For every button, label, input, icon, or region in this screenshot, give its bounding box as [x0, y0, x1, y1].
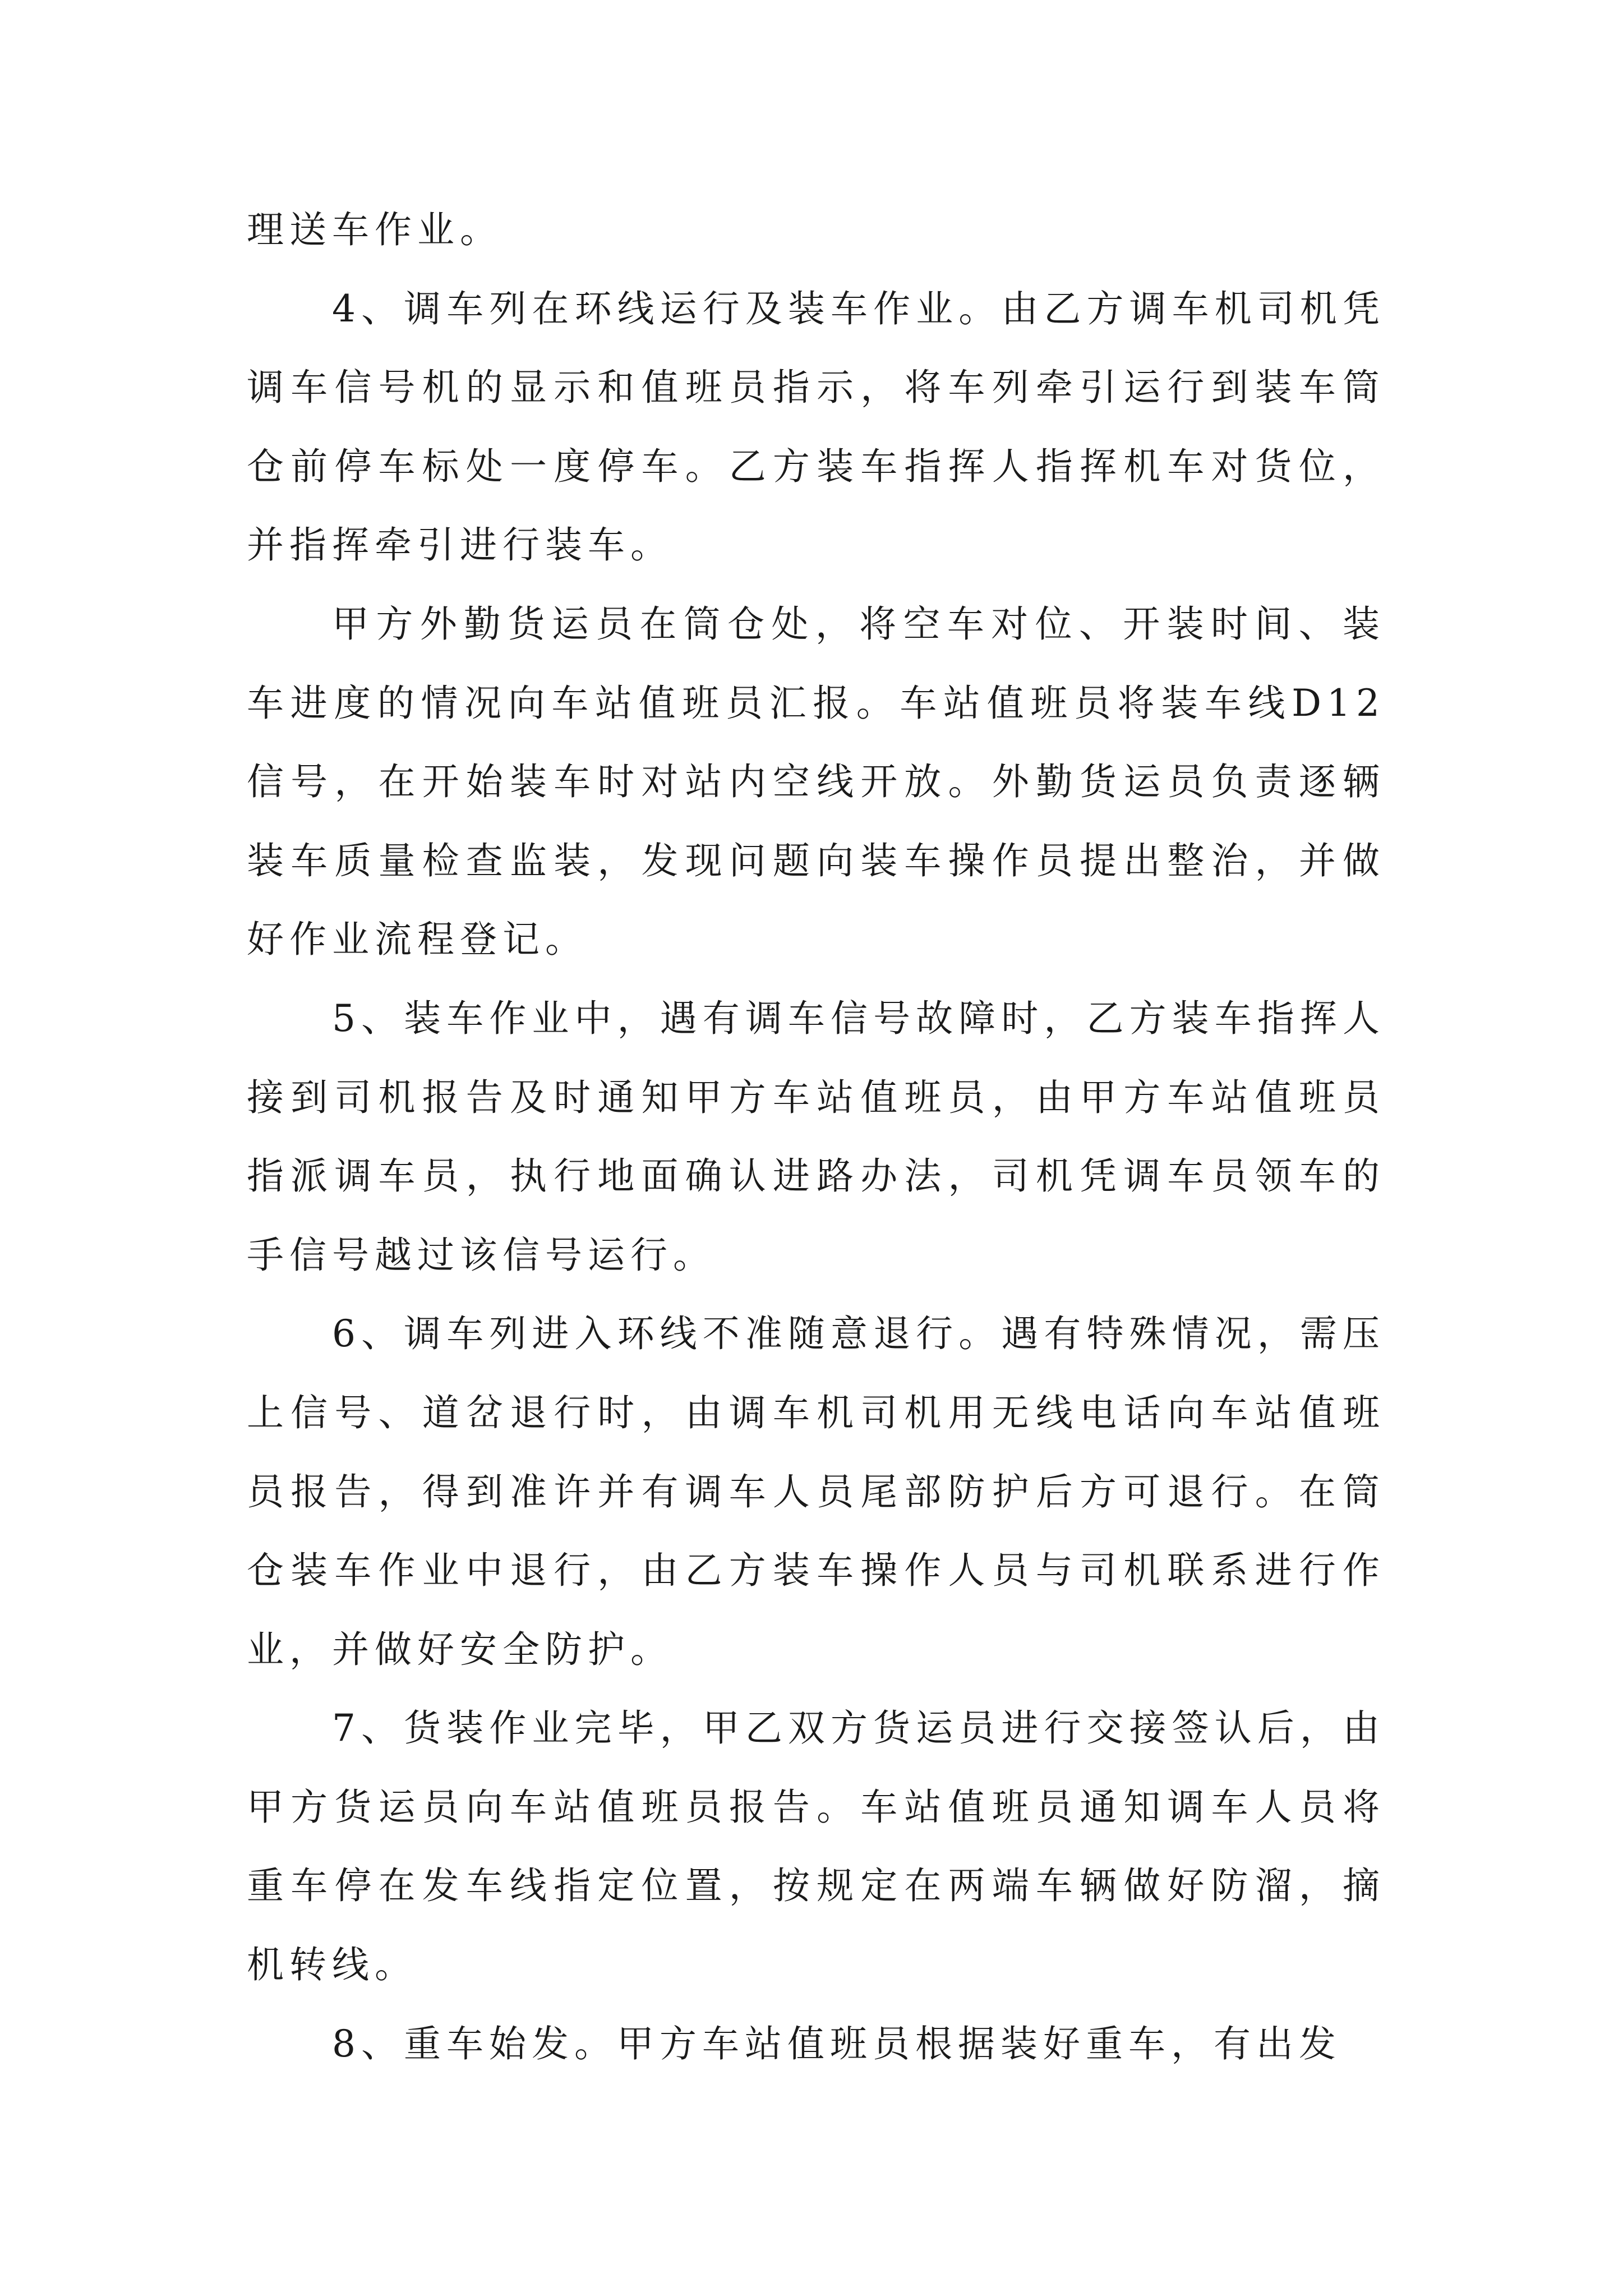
paragraph-item-8: 8、重车始发。甲方车站值班员根据装好重车，有出发: [332, 2022, 1341, 2065]
paragraph-item-4: 4、调车列在环线运行及装车作业。由乙方调车机司机凭调车信号机的显示和值班员指示，将车列牵引运行到装车筒仓前停车标处一度停车。乙方装车指挥人指挥机车对货位，并指挥牵引进行装车。: [247, 287, 1385, 567]
paragraph-item-5: 5、装车作业中，遇有调车信号故障时，乙方装车指挥人接到司机报告及时通知甲方车站值班员，由甲方车站值班员指派调车员，执行地面确认进路办法，司机凭调车员领车的手信号越过该信号运行。: [247, 996, 1385, 1277]
paragraph-item-6: 6、调车列进入环线不准随意退行。遇有特殊情况，需压上信号、道岔退行时，由调车机司机用无线电话向车站值班员报告，得到准许并有调车人员尾部防护后方可退行。在筒仓装车作业中退行，由乙方装车操作人员与司机联系进行作业，并做好安全防护。: [247, 1312, 1385, 1671]
body-text: [247, 191, 1385, 2083]
paragraph-item-4-detail: 甲方外勤货运员在筒仓处，将空车对位、开装时间、装车进度的情况向车站值班员汇报。车站值班员将装车线D12信号，在开始装车时对站内空线开放。外勤货运员负责逐辆装车质量检查监装，发现问题向装车操作员提出整治，并做好作业流程登记。: [247, 602, 1385, 961]
paragraph-continuation: 理送车作业。: [247, 208, 502, 251]
paragraph-item-7: 7、货装作业完毕，甲乙双方货运员进行交接签认后，由甲方货运员向车站值班员报告。车站值班员通知调车人员将重车停在发车线指定位置，按规定在两端车辆做好防溜，摘机转线。: [247, 1706, 1385, 1987]
